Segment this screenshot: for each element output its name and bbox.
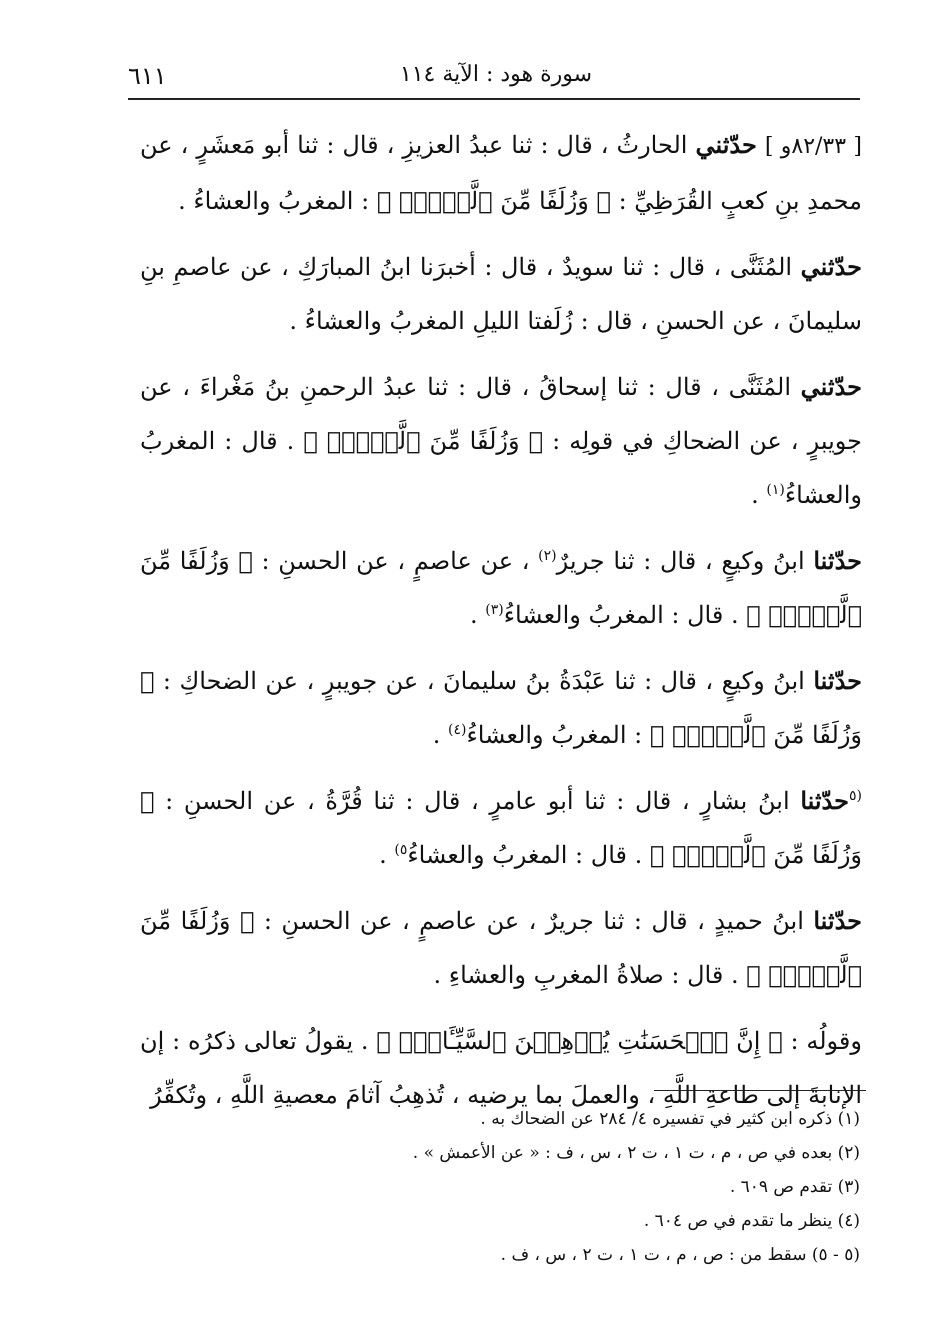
paragraph-text: ابنُ بشارٍ ، قال : ثنا أبو عامرٍ ، قال : ثنا قُرَّةُ ، عن الحسنِ :: [165, 787, 790, 815]
paragraph-end: .: [469, 601, 478, 629]
narration-lead: حدّثنا: [800, 786, 849, 815]
paragraph-tail: . يقولُ تعالى ذكرُه : إن الإنابةَ إلى طاعةِ اللَّهِ ، والعملَ بما يرضيه ، تُذهِبُ آثامَ معصيةِ اللَّهِ ، وتُكفِّرُ: [140, 1027, 862, 1109]
footnote-marker: (٥: [848, 788, 862, 804]
paragraph-text: الحارثُ ، قال : ثنا عبدُ العزيزِ ، قال : ثنا أبو مَعشَرٍ ، عن محمدِ بنِ كعبٍ القُرَظِيِّ :: [140, 131, 862, 215]
paragraph-text: المُثَنَّى ، قال : ثنا إسحاقُ ، قال : ثنا عبدُ الرحمنِ بنُ مَغْراءَ ، عن جويبرٍ ، عن الضحاكِ في قولِه :: [140, 373, 862, 455]
paragraph-7: [140, 894, 862, 1002]
narration-lead: حدّثنا: [813, 906, 863, 935]
paragraph-tail: . قال : صلاةُ المغربِ والعشاءِ .: [433, 961, 739, 989]
paragraph-text: ابنُ وكيعٍ ، قال : ثنا عَبْدَةُ بنُ سليمانَ ، عن جويبرٍ ، عن الضحاكِ :: [162, 667, 805, 695]
quran-quote: ﴿ إِنَّ ٱلۡحَسَنَٰتِ يُذۡهِبۡنَ ٱلسَّيِّـَٔاتِۚ ﴾: [376, 1027, 783, 1055]
paragraph-end: .: [751, 481, 759, 509]
paragraph-tail: . قال : المغربُ والعشاءُ: [407, 841, 643, 869]
header-rule: [128, 98, 860, 100]
paragraph-text: ابنُ حميدٍ ، قال : ثنا جريرٌ ، عن عاصمٍ ، عن الحسنِ :: [263, 907, 804, 935]
paragraph-5: [140, 654, 862, 762]
footnote-3: (٣) تقدم ص ٦٠٩ .: [729, 1177, 860, 1197]
running-header: [128, 58, 864, 98]
quran-quote: ﴿ وَزُلَفًا مِّنَ ٱلَّيۡلِۚ ﴾: [376, 187, 611, 215]
narration-lead: حدّثني: [800, 252, 862, 281]
paragraph-text: وقولُه :: [790, 1027, 862, 1055]
paragraph-end: .: [432, 721, 441, 749]
footnote-marker: (٤): [448, 722, 467, 738]
quran-quote: ﴿ وَزُلَفًا مِّنَ ٱلَّيۡلِۚ ﴾: [140, 907, 862, 989]
paragraph-3: [140, 360, 862, 522]
footnote-marker: (١): [766, 482, 785, 498]
footnote-rule: [654, 1090, 866, 1091]
paragraph-tail: : المغربُ والعشاءُ .: [178, 187, 370, 215]
paragraph-4: [140, 534, 862, 642]
quran-quote: ﴿ وَزُلَفًا مِّنَ ٱلَّيۡلِۚ ﴾: [140, 547, 862, 629]
narration-lead: حدّثنا: [813, 666, 862, 695]
footnote-5: (٥ - ٥) سقط من : ص ، م ، ت ١ ، ت ٢ ، س ، ف .: [500, 1245, 860, 1265]
paragraph-tail: . قال : المغربُ والعشاءُ: [140, 427, 862, 509]
paragraph-tail: . قال : المغربُ والعشاءُ: [503, 601, 739, 629]
narration-lead: حدّثني: [695, 130, 757, 159]
quran-quote: ﴿ وَزُلَفًا مِّنَ ٱلَّيۡلِۚ ﴾: [140, 787, 862, 869]
quran-quote: ﴿ وَزُلَفًا مِّنَ ٱلَّيۡلِۚ ﴾: [140, 667, 862, 749]
footnote-marker: (٣): [485, 602, 504, 618]
footnotes: [140, 1102, 860, 1272]
paragraph-1: [140, 118, 862, 228]
footnote-2: (٢) بعده في ص ، م ، ت ١ ، ت ٢ ، س ، ف : « عن الأعمش » .: [412, 1143, 860, 1163]
header-title: سورة هود : الآية ١١٤: [399, 62, 593, 87]
narration-lead: حدّثني: [800, 372, 862, 401]
page-number: ٦١١: [128, 62, 167, 90]
footnote-marker: (٢): [538, 548, 557, 564]
footnote-1: (١) ذكره ابن كثير في تفسيره ٤/ ٢٨٤ عن الضحاك به .: [480, 1109, 860, 1129]
paragraph-tail: : المغربُ والعشاءُ: [466, 721, 643, 749]
manuscript-reference: [ ٨٢/٣٣و ]: [764, 134, 862, 159]
paragraph-text: المُثَنَّى ، قال : ثنا سويدٌ ، قال : أخبرَنا ابنُ المبارَكِ ، عن عاصمِ بنِ سليمانَ ، عن الحسنِ ، قال : زُلَفتا الليلِ المغربُ والعشاءُ .: [140, 253, 862, 335]
paragraph-text-2: ، عن عاصمٍ ، عن الحسنِ :: [261, 547, 530, 575]
footnote-4: (٤) ينظر ما تقدم في ص ٦٠٤ .: [643, 1211, 860, 1231]
paragraph-6: [140, 774, 862, 882]
footnote-marker: ٥): [394, 842, 408, 858]
narration-lead: حدّثنا: [813, 546, 862, 575]
paragraph-end: .: [379, 841, 387, 869]
quran-quote: ﴿ وَزُلَفًا مِّنَ ٱلَّيۡلِۚ ﴾: [303, 427, 544, 455]
paragraph-2: [140, 240, 862, 348]
body-text: [140, 118, 862, 1122]
paragraph-text: ابنُ وكيعٍ ، قال : ثنا جريرٌ: [556, 547, 805, 575]
